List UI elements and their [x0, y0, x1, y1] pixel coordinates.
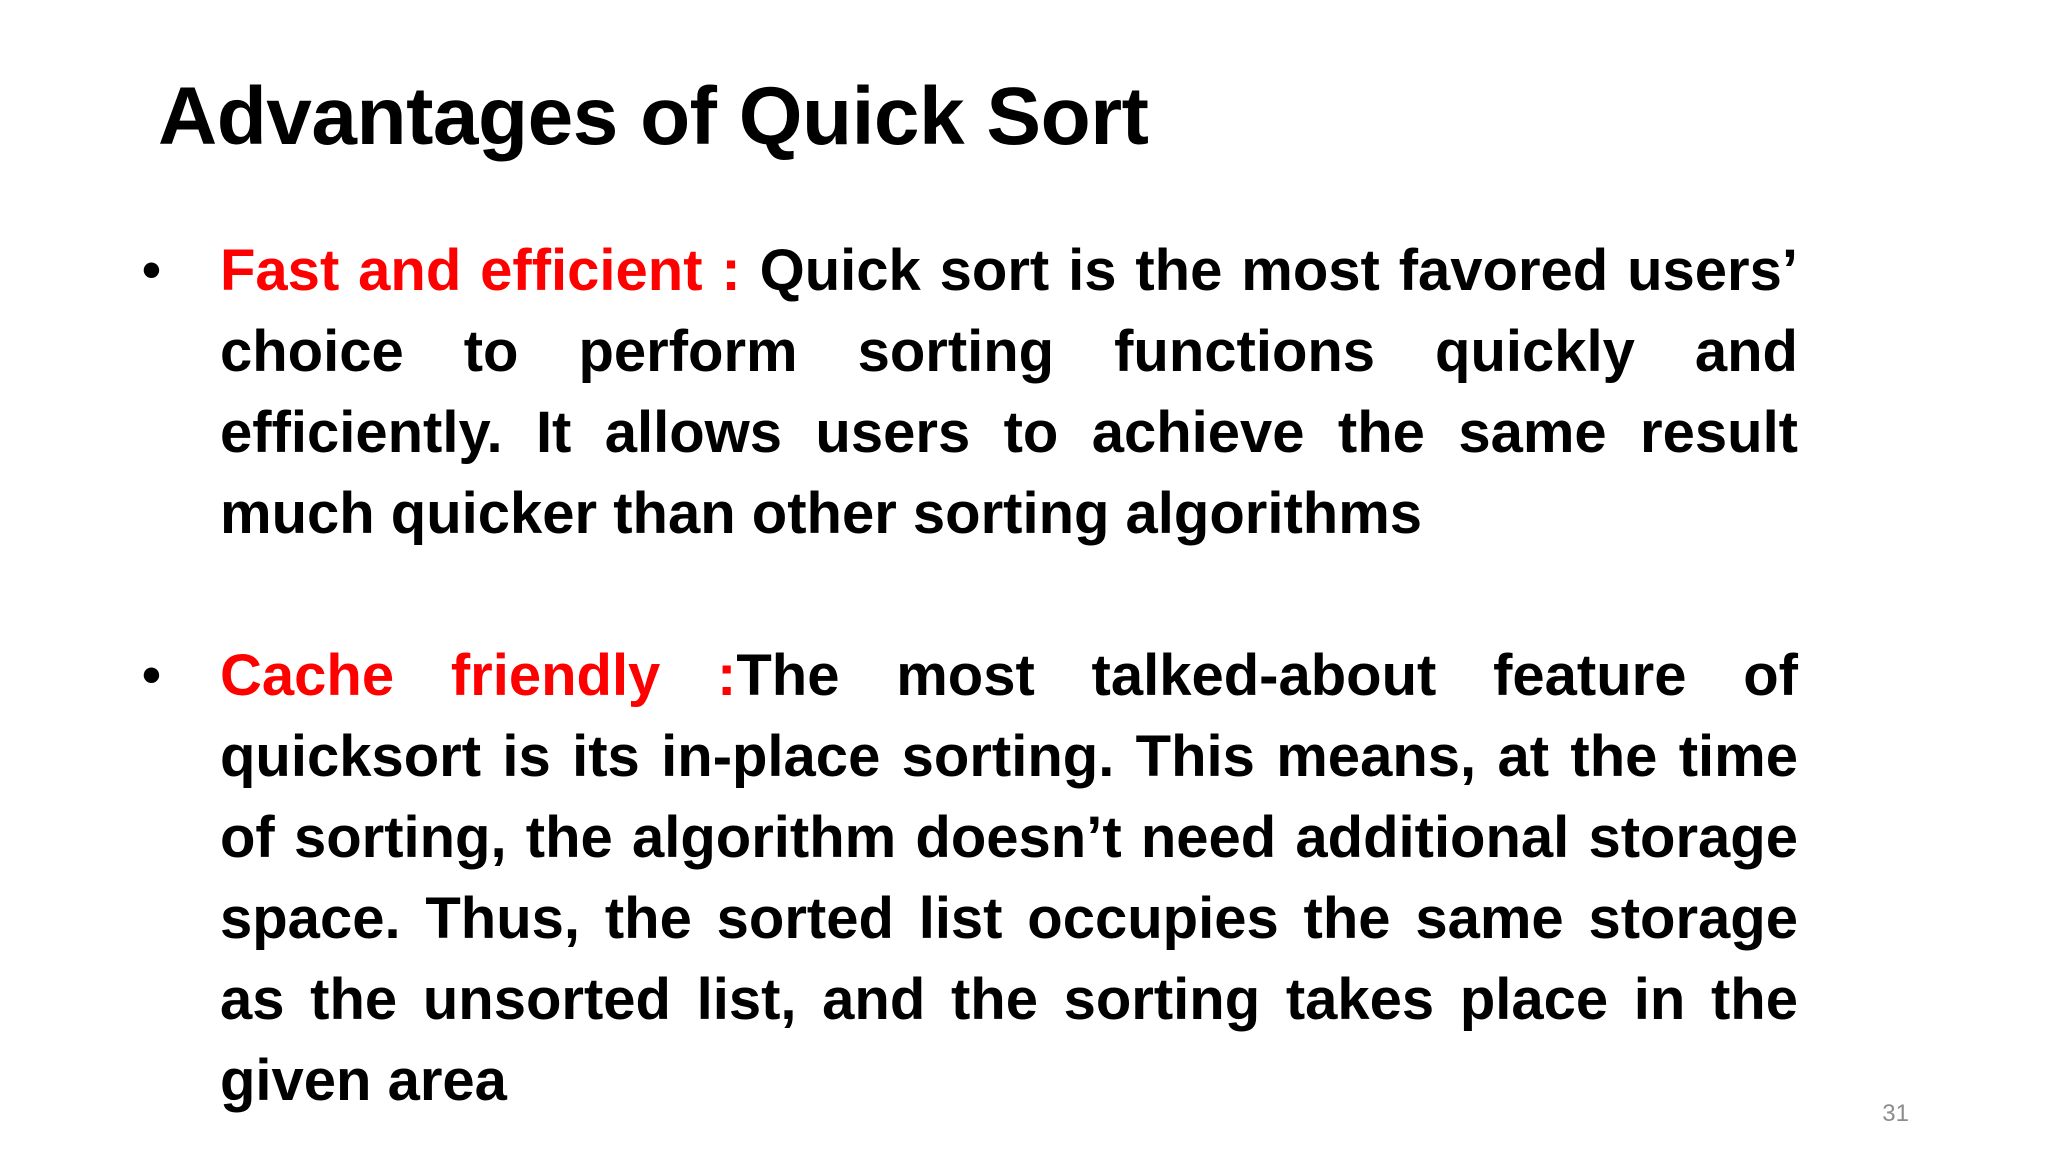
slide-title: Advantages of Quick Sort: [158, 71, 1149, 162]
bullet-item-cache-friendly: [138, 635, 1798, 1121]
page-number: 31: [1882, 1100, 1909, 1127]
bullet-marker: •: [142, 645, 161, 705]
bullet-list: [138, 230, 1798, 1121]
bullet-term: Fast and efficient :: [220, 238, 741, 303]
bullet-text: The most talked-about feature of quicksort is its in-place sorting. This means, at the time of sorting, the algorithm doesn’t need additional storage space. Thus, the sorted list occupies the same storage as the unsorted list, and the sorting takes place in the given area: [220, 643, 1798, 1113]
bullet-term: Cache friendly :: [220, 643, 737, 708]
bullet-item-fast-efficient: [138, 230, 1798, 554]
bullet-marker: •: [142, 240, 161, 300]
bullet-text: Quick sort is the most favored users’ choice to perform sorting functions quickly and efficiently. It allows users to achieve the same result much quicker than other sorting algorithms: [220, 238, 1798, 546]
